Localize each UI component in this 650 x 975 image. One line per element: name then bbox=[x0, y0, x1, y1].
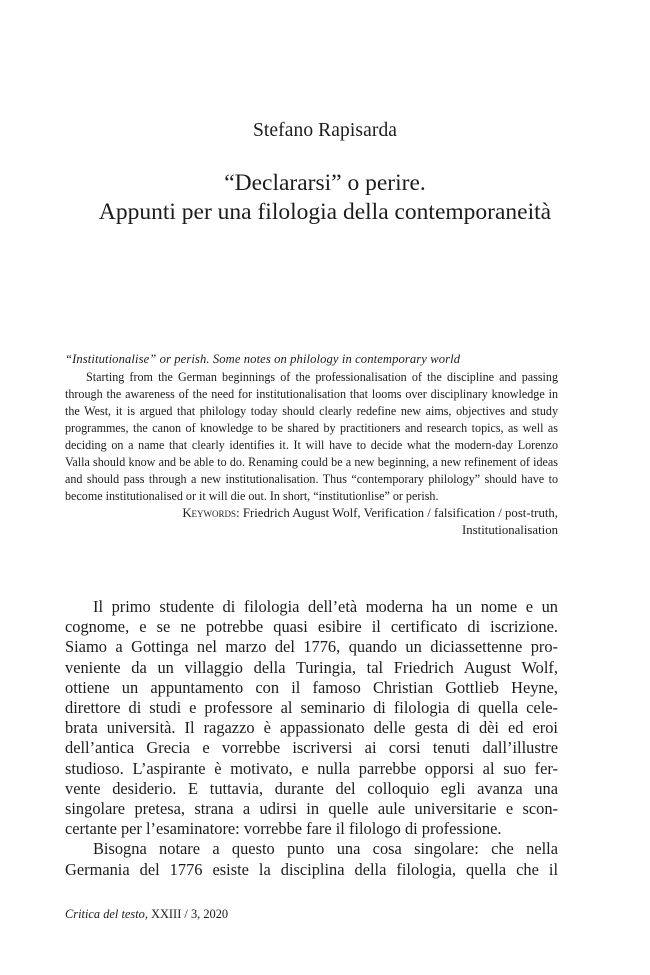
body-line: ottiene un appuntamento con il famoso Christian Gottlieb Heyne, bbox=[65, 677, 558, 697]
abstract-body: Starting from the German beginnings of the professionalisation of the discipline and passing through the awareness of the need for institutionalisation that looms over disciplinary knowledge in the West, it is argued that philology today should clearly redefine new aims, objectives and study programmes, the canon of knowledge to be shared by practitioners and research topics, as well as deciding on a name that clearly identifies it. It will have to decide what the modern-day Lorenzo Valla should know and be able to do. Renaming could be a new beginning, a new refinement of ideas and should pass through a new institutionalisation. Thus “contemporary philology” should have to become institutionalised or it will die out. In short, “institutionlise” or perish. bbox=[65, 370, 558, 503]
main-text bbox=[65, 597, 558, 880]
abstract-heading: “Institutionalise” or perish. Some notes on philology in contemporary world bbox=[65, 352, 461, 366]
keywords-colon: : bbox=[236, 506, 243, 520]
keywords bbox=[120, 505, 558, 539]
journal-issue: , XXIII / 3, 2020 bbox=[144, 907, 229, 921]
body-line: dell’antica Grecia e vorrebbe iscriversi ai corsi tenuti dall’illustre bbox=[65, 738, 558, 758]
journal-name: Critica del testo bbox=[65, 907, 145, 921]
keywords-text: Friedrich August Wolf, Verification / falsification / post-truth, Institutionalisation bbox=[242, 506, 558, 537]
body-line: studioso. L’aspirante è motivato, e nulla parrebbe opporsi al suo fer- bbox=[65, 758, 558, 778]
title-line-1: “Declararsi” o perire. bbox=[224, 170, 426, 196]
body-line: veniente da un villaggio della Turingia, tal Friedrich August Wolf, bbox=[65, 657, 558, 677]
page-footer bbox=[65, 907, 228, 922]
body-line: singolare pretesa, strana a udirsi in quelle aule universitarie e scon- bbox=[65, 799, 558, 819]
body-line: Bisogna notare a questo punto una cosa singolare: che nella bbox=[93, 839, 558, 859]
body-line: cognome, e se ne potrebbe quasi esibire il certificato di iscrizione. bbox=[65, 617, 558, 637]
body-line: vente desiderio. E tuttavia, durante del colloquio egli avanza una bbox=[65, 778, 558, 798]
author-name: Stefano Rapisarda bbox=[252, 120, 398, 141]
article-title bbox=[0, 169, 650, 227]
body-line: Germania del 1776 esiste la disciplina della filologia, quella che il bbox=[65, 859, 558, 879]
keywords-label: Keywords bbox=[182, 506, 237, 520]
abstract bbox=[65, 351, 558, 539]
body-line: brata università. Il ragazzo è appassionato delle gesta di dèi ed eroi bbox=[65, 718, 558, 738]
body-line: certante per l’esaminatore: vorrebbe fare il filologo di professione. bbox=[65, 819, 502, 839]
body-line: Il primo studente di filologia dell’età moderna ha un nome e un bbox=[93, 597, 558, 616]
title-line-2: Appunti per una filologia della contemporaneità bbox=[98, 199, 552, 225]
body-line: Siamo a Gottinga nel marzo del 1776, quando un diciassettenne pro- bbox=[65, 637, 558, 657]
body-line: direttore di studi e professore al seminario di filologia di quella cele- bbox=[65, 698, 558, 718]
